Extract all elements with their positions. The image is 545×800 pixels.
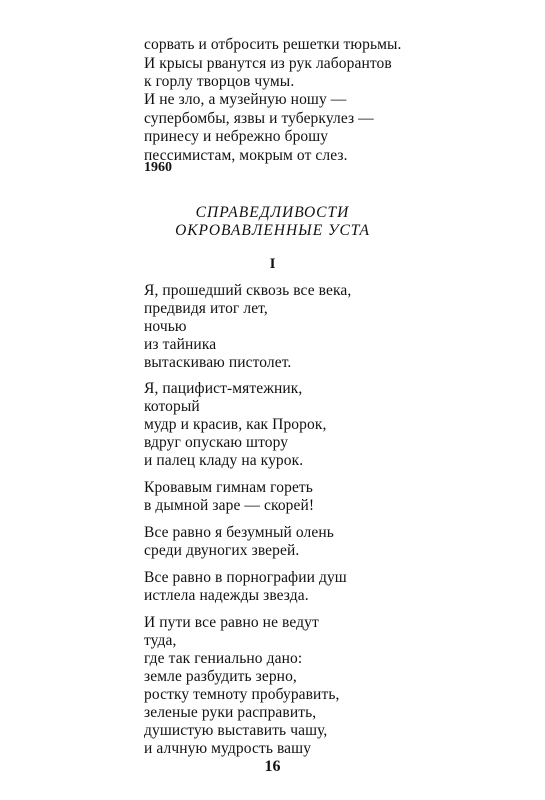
verse-line: пессимистам, мокрым от слез. [144, 147, 348, 164]
verse-line: принесу и небрежно брошу [144, 128, 329, 145]
page-number: 16 [264, 758, 281, 775]
verse-line: из тайника [144, 336, 217, 353]
verse-line: И не зло, а музейную ношу — [144, 91, 347, 108]
verse-line: И крысы рванутся из рук лаборантов [144, 55, 392, 72]
verse-line: вдруг опускаю штору [144, 434, 289, 451]
verse-line: И пути все равно не ведут [144, 614, 319, 631]
poem-title-line-2: ОКРОВАВЛЕННЫЕ УСТА [175, 222, 370, 239]
verse-line: и алчную мудрость вашу [144, 740, 312, 757]
verse-line: предвидя итог лет, [144, 300, 268, 317]
verse-line: зеленые руки расправить, [144, 704, 317, 721]
verse-line: истлела надежды звезда. [144, 587, 309, 604]
poem-title-line-1: СПРАВЕДЛИВОСТИ [195, 204, 350, 221]
verse-line: вытаскиваю пистолет. [144, 354, 292, 371]
verse-line: душистую выставить чашу, [144, 722, 328, 739]
verse-line: среди двуногих зверей. [144, 542, 300, 559]
verse-line: Я, прошедший сквозь все века, [144, 282, 352, 299]
verse-line: супербомбы, язвы и туберкулез — [144, 110, 374, 127]
verse-line: сорвать и отбросить решетки тюрьмы. [144, 36, 402, 53]
verse-line: Кровавым гимнам гореть [144, 479, 313, 496]
verse-line: туда, [144, 632, 177, 649]
poem-date: 1960 [144, 160, 172, 175]
verse-line: земле разбудить зерно, [144, 668, 297, 685]
verse-line: в дымной заре — скорей! [144, 497, 315, 514]
verse-line: Все равно в порнографии душ [144, 569, 347, 586]
verse-line: Я, пацифист-мятежник, [144, 380, 303, 397]
section-number: I [269, 256, 276, 272]
verse-line: и палец кладу на курок. [144, 452, 304, 469]
verse-line: к горлу творцов чумы. [144, 73, 295, 90]
verse-line: ночью [144, 318, 187, 335]
verse-line: где так гениально дано: [144, 650, 303, 667]
verse-line: который [144, 398, 200, 415]
verse-line: мудр и красив, как Пророк, [144, 416, 327, 433]
verse-line: Все равно я безумный олень [144, 524, 334, 541]
verse-line: ростку темноту пробуравить, [144, 686, 340, 703]
